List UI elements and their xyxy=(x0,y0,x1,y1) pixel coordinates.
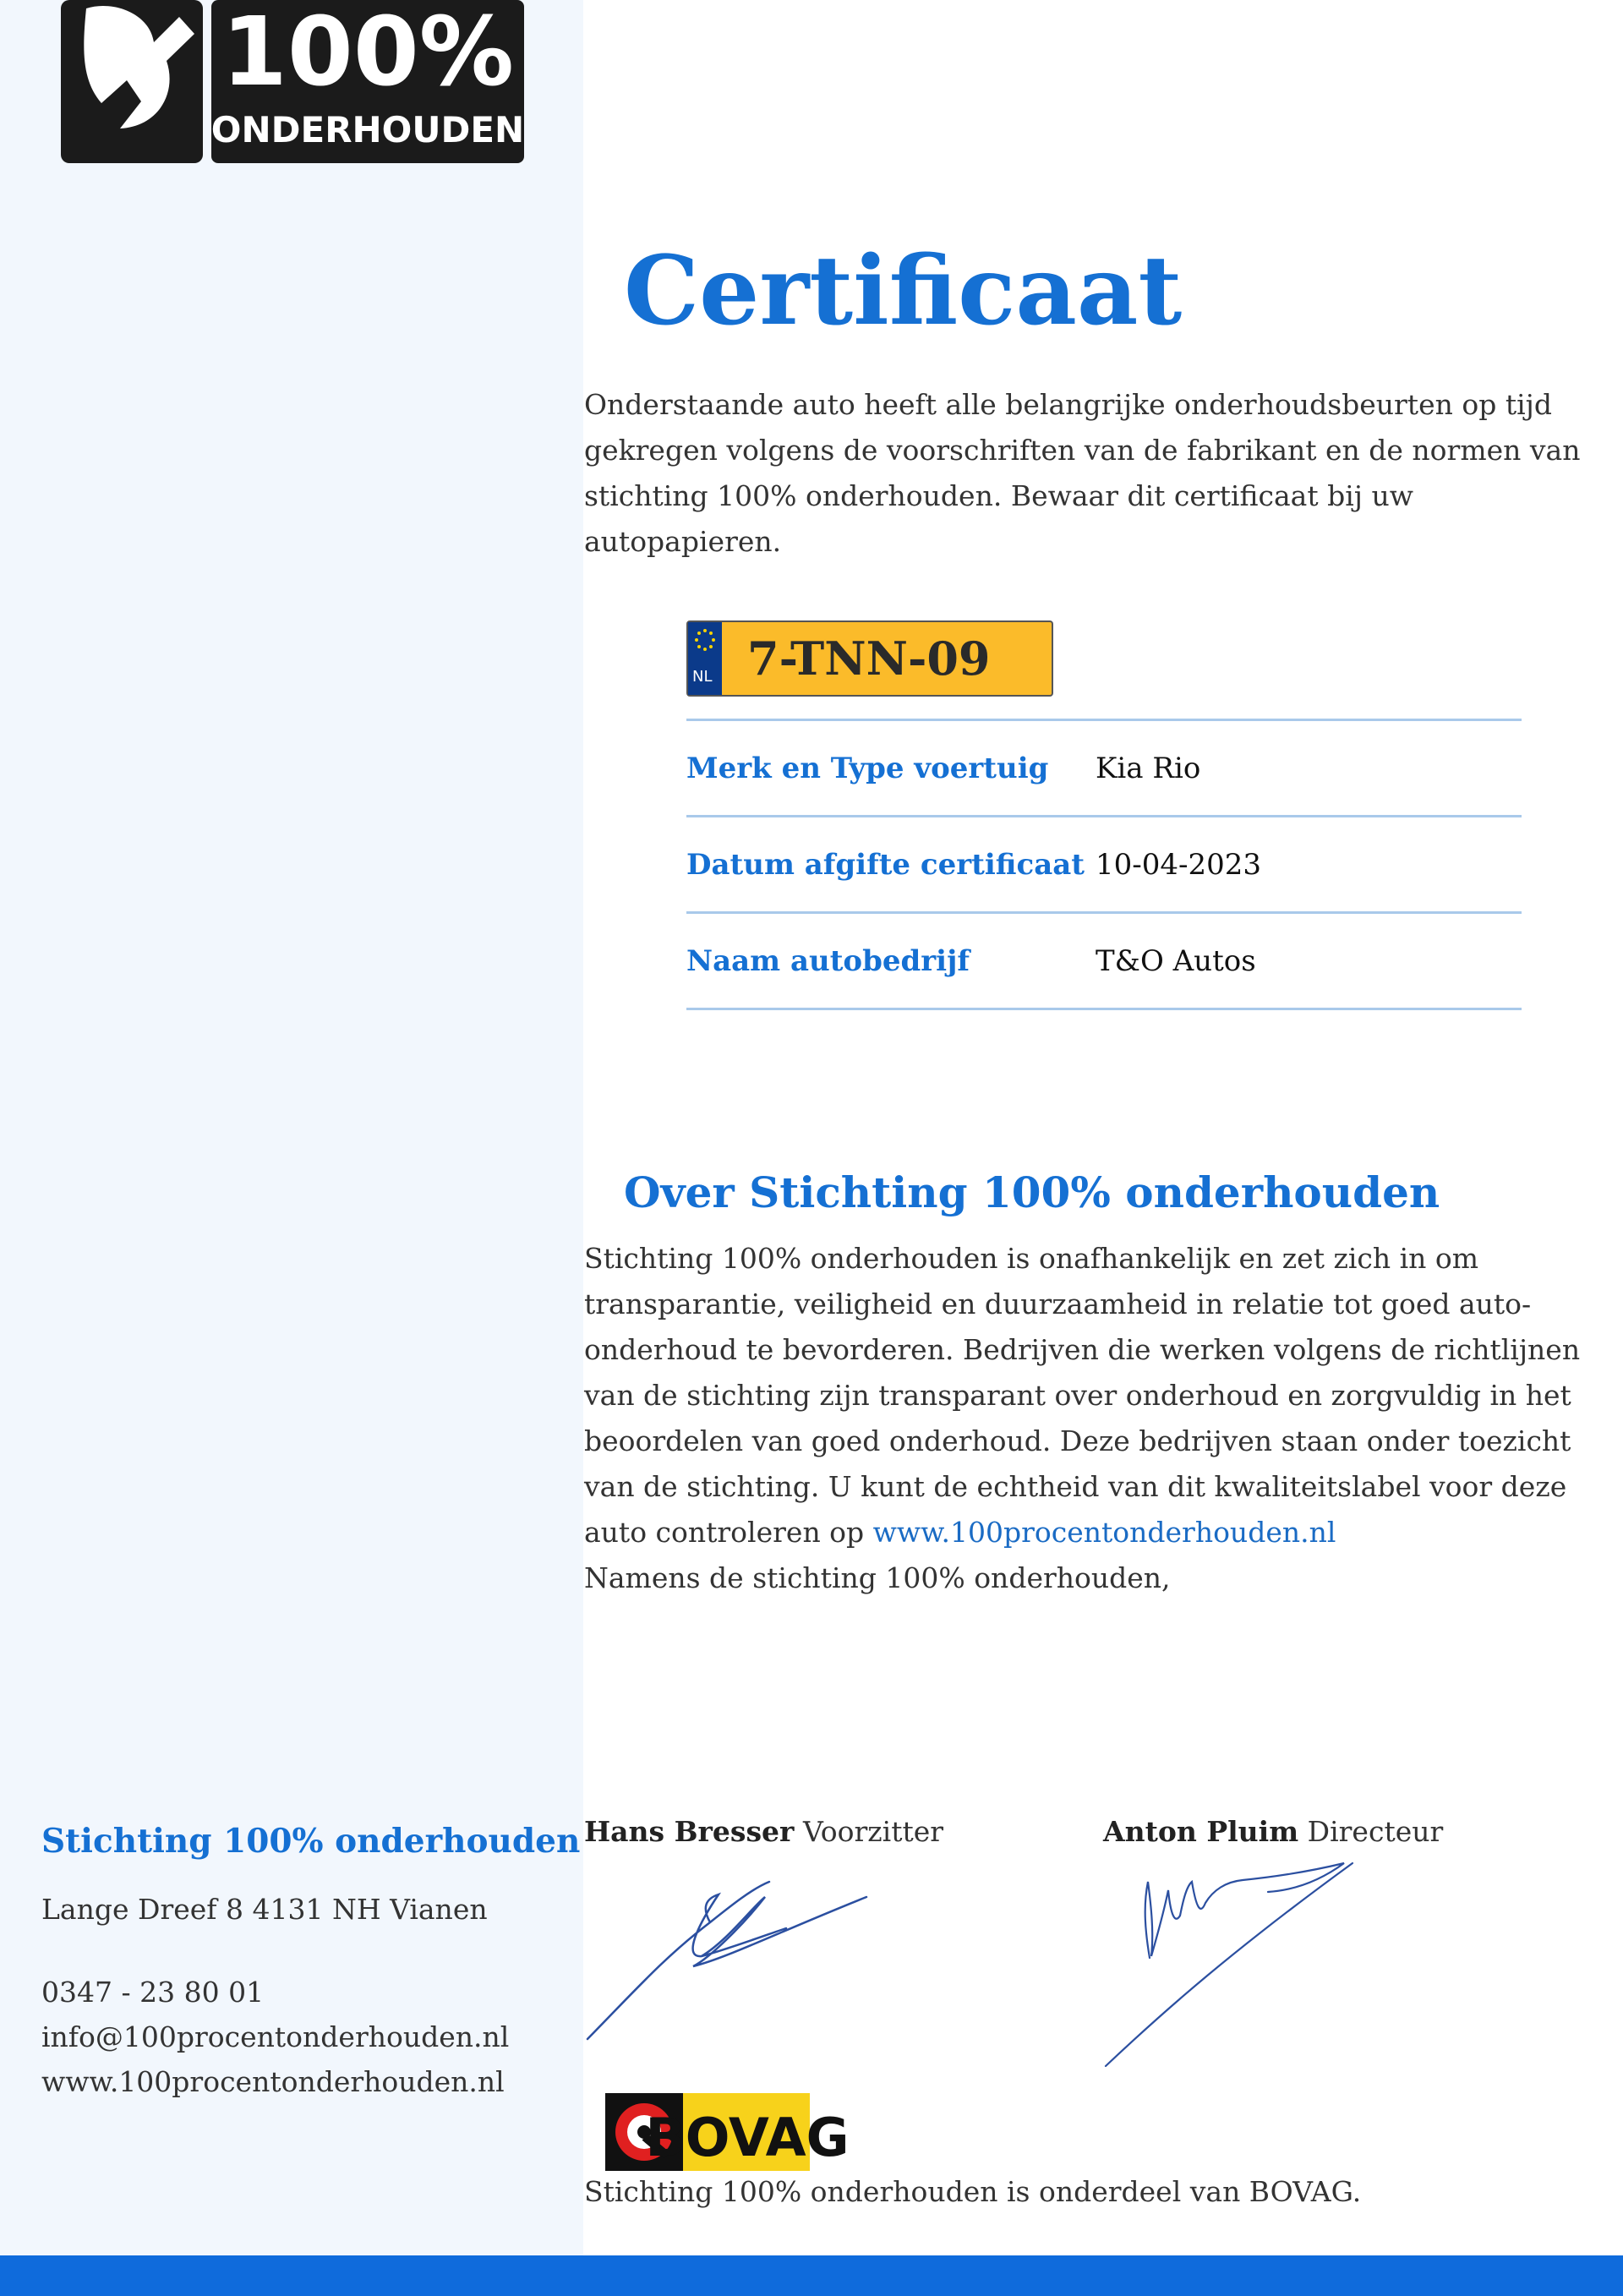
website-link[interactable]: www.100procentonderhouden.nl xyxy=(872,1516,1336,1549)
eu-flag-strip xyxy=(688,622,722,695)
license-plate xyxy=(686,620,1053,697)
signer-directeur xyxy=(1103,1809,1443,1855)
detail-value: Kia Rio xyxy=(1096,751,1201,785)
detail-label: Datum afgifte certificaat xyxy=(686,847,1085,882)
organization-email: info@100procentonderhouden.nl xyxy=(41,2020,510,2053)
signer-role: Directeur xyxy=(1307,1815,1444,1848)
bovag-logo-text: BOVAG xyxy=(645,2107,850,2168)
detail-label: Naam autobedrijf xyxy=(686,943,970,978)
detail-value: 10-04-2023 xyxy=(1096,847,1262,882)
footer-bar xyxy=(0,2255,1623,2296)
about-text xyxy=(584,1236,1620,1601)
organization-contact xyxy=(41,1970,509,2104)
detail-row-autobedrijf xyxy=(686,911,1522,1010)
intro-text: Onderstaande auto heeft alle belangrijke onderhoudsbeurten op tijd gekregen volgens de voorschriften van de fabrikant en de normen van stichting 100% onderhouden. Bewaar dit certificaat bij uw autopapieren. xyxy=(584,388,1581,558)
signer-name: Anton Pluim xyxy=(1103,1815,1299,1848)
organization-website: www.100procentonderhouden.nl xyxy=(41,2065,505,2098)
detail-row-datum xyxy=(686,815,1522,911)
signer-voorzitter xyxy=(584,1809,943,1855)
signature-hans-bresser xyxy=(583,1856,871,2049)
vehicle-details xyxy=(686,719,1522,1010)
organization-phone: 0347 - 23 80 01 xyxy=(41,1976,265,2009)
signer-name: Hans Bresser xyxy=(584,1815,795,1848)
logo-text-top: 100% xyxy=(221,0,515,107)
page-title: Certificaat xyxy=(624,236,1183,347)
signature-anton-pluim xyxy=(1099,1856,1369,2073)
detail-label: Merk en Type voertuig xyxy=(686,751,1049,785)
logo-text-bottom: ONDERHOUDEN xyxy=(210,109,525,150)
organization-address: Lange Dreef 8 4131 NH Vianen xyxy=(41,1893,488,1926)
onderhouden-logo xyxy=(61,0,524,163)
bovag-note: Stichting 100% onderhouden is onderdeel van BOVAG. xyxy=(584,2175,1362,2208)
about-heading: Over Stichting 100% onderhouden xyxy=(624,1167,1440,1217)
about-closing: Namens de stichting 100% onderhouden, xyxy=(584,1561,1171,1594)
about-body-text: Stichting 100% onderhouden is onafhankelijk en zet zich in om transparantie, veiligheid en duurzaamheid in relatie tot goed auto-onderhoud te bevorderen. Bedrijven die werken volgens de richtlijnen van de stichting zijn transparant over onderhoud en zorgvuldig in het beoordelen van goed onderhoud. Deze bedrijven staan onder toezicht van de stichting. U kunt de echtheid van dit kwaliteitslabel voor deze auto controleren op xyxy=(584,1242,1581,1549)
detail-row-merk xyxy=(686,719,1522,815)
plate-number: 7-TNN-09 xyxy=(747,631,991,686)
organization-name: Stichting 100% onderhouden xyxy=(41,1822,581,1861)
eu-stars-icon xyxy=(688,622,722,664)
bovag-logo xyxy=(605,2093,850,2171)
plate-country-code: NL xyxy=(692,668,713,686)
signer-role: Voorzitter xyxy=(802,1815,944,1848)
detail-value: T&O Autos xyxy=(1096,943,1256,978)
